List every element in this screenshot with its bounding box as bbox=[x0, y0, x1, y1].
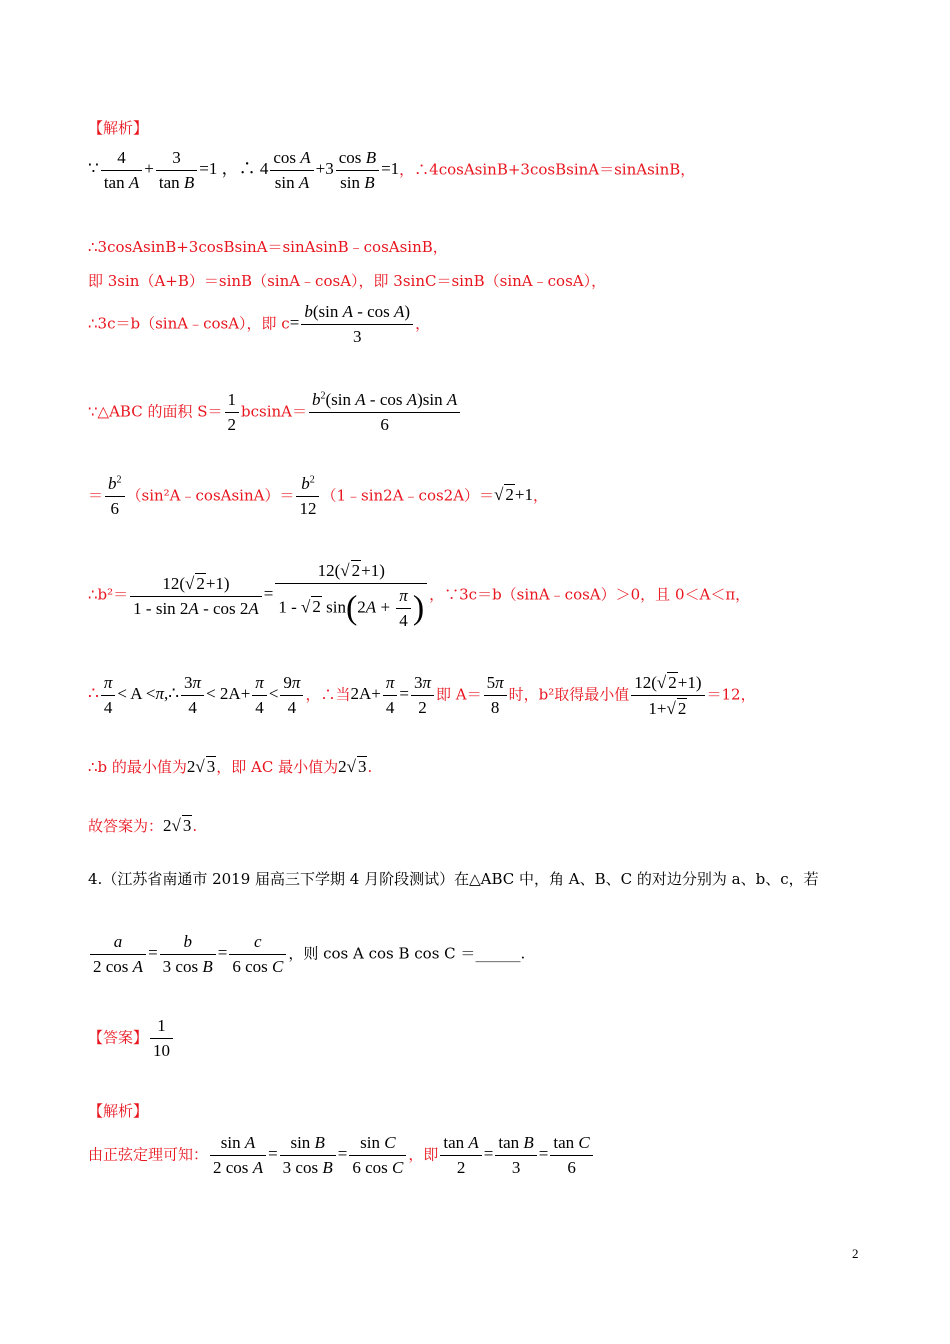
solution-line-4-text: ∴3c＝b（sinA﹣cosA），即 c bbox=[88, 314, 290, 333]
solution-line-8-when: ，∴当 bbox=[305, 685, 351, 704]
solution-line-1: ∵ $\frac{4}{\text{tan A}}$ + $\frac{3}{\text{tan B}}$ =1 ，∴ 4 $\frac{\text{cos A}}{\text{sin A}}$ +3 $\frac{\text{cos B}}{\text{sin B}}$ =1，∴4cosAsinB+3cosBsinA＝sinAsinB， bbox=[88, 148, 696, 192]
sine-rule-text: 由正弦定理可知： bbox=[88, 1145, 209, 1164]
solution-line-9: ∴b 的最小值为2√ 3，即 AC 最小值为2√ 3. bbox=[88, 757, 373, 776]
solution-line-8: ∴ $\frac{\pi}{4}$ < A <π,∴ $\frac{3\pi}{4}$ < 2A+ $\frac{\pi}{4}$ < $\frac{9\pi}{4}$ ，∴当2A+ $\frac{\pi}{4}$ = $\frac{3\pi}{2}$ 即 A＝ $\frac{5\pi}{8}$ 时，b²取得最小值 $\frac{12(√ 2+1)}{1+√ 2}$ ＝12， bbox=[88, 673, 756, 718]
ji-text: ，即 bbox=[408, 1145, 439, 1164]
answer-line-label: 故答案为： bbox=[88, 817, 164, 835]
question-then: ，则 cos A cos B cos C ＝ bbox=[288, 944, 476, 963]
solution-line-6b: （1﹣sin2A﹣cos2A）＝ bbox=[321, 486, 495, 505]
solution-line-7-tail: ，∵3c＝b（sinA﹣cosA）＞0，且 0＜A＜π， bbox=[429, 585, 751, 604]
answer-blank: ______ bbox=[475, 944, 521, 963]
question-4-stem bbox=[88, 868, 819, 889]
analysis-label-2: 【解析】 bbox=[88, 1102, 149, 1120]
question-4-answer bbox=[88, 1016, 175, 1061]
answer-label: 【答案】 bbox=[88, 1028, 149, 1047]
question-4-condition: $\frac{a}{\text{2 cos A}}$ = $\frac{b}{\text{3 cos B}}$ = $\frac{c}{\text{6 cos C}}$ ，则 cos A cos B cos C ＝______. bbox=[88, 932, 525, 977]
answer-numerator: 1 bbox=[150, 1016, 173, 1039]
solution-line-9b: ，即 AC 最小值为 bbox=[216, 758, 339, 776]
solution-line-6a: （sin²A﹣cosAsinA）＝ bbox=[126, 486, 295, 505]
solution-line-8-ji: 即 A＝ bbox=[435, 685, 482, 704]
analysis-label: 【解析】 bbox=[88, 119, 149, 137]
solution-line-3: 即 3sin（A+B）＝sinB（sinA﹣cosA），即 3sinC＝sinB（sinA﹣cosA）， bbox=[88, 272, 607, 290]
page-number: 2 bbox=[852, 1246, 859, 1261]
solution-line-4: ∴3c＝b（sinA﹣cosA），即 c= $\frac{\text{b(sin A - cos A)}}{3}$ ， bbox=[88, 302, 431, 346]
solution-line-6: ＝ $\frac{b^2}{6}$ （sin²A﹣cosAsinA）＝ $\frac{b^2}{12}$ （1﹣sin2A﹣cos2A）＝√ 2+1， bbox=[88, 474, 549, 518]
solution-line-5-text: ∵△ABC 的面积 S＝ bbox=[88, 402, 223, 421]
solution-line-7: ∴b²＝ $\frac{12(√ 2+1)}{1 - \sin 2A - \cos 2A}$ = 12(√ 2+1) 1 - √ 2 sin(2A + $\frac{\pi}{4}$ ) ，∵3c＝b（sinA﹣cosA）＞0，且 0＜A＜π， bbox=[88, 561, 751, 630]
solution-line-9a: ∴b 的最小值为 bbox=[88, 758, 187, 776]
question-4-analysis: 由正弦定理可知： $\frac{\text{sin A}}{\text{2 cos A}}$ = $\frac{\text{sin B}}{\text{3 cos B}}$ = $\frac{\text{sin C}}{\text{6 cos C}}$ ，即 $\frac{\text{tan A}}{2}$ = $\frac{\text{tan B}}{3}$ = $\frac{\text{tan C}}{6}$ bbox=[88, 1133, 595, 1178]
solution-line-5: ∵△ABC 的面积 S＝ $\frac{1}{2}$ bcsinA＝ $\frac{b^2(\sin A - \cos A)\sin A}{6}$ bbox=[88, 390, 462, 435]
question-number: 4. bbox=[88, 870, 103, 888]
solution-line-7-text: ∴b²＝ bbox=[88, 585, 129, 604]
answer-denominator: 10 bbox=[153, 1041, 171, 1060]
answer-line: 故答案为：2√ 3. bbox=[88, 816, 198, 835]
solution-line-8-end: ＝12， bbox=[706, 685, 756, 704]
solution-line-8-shi: 时，b²取得最小值 bbox=[508, 685, 630, 704]
question-source: （江苏省南通市 2019 届高三下学期 4 月阶段测试） bbox=[102, 870, 455, 888]
solution-line-5-mid: bcsinA＝ bbox=[241, 402, 308, 421]
question-text: 在△ABC 中，角 A、B、C 的对边分别为 a、b、c，若 bbox=[454, 870, 819, 888]
solution-line-2: ∴3cosAsinB+3cosBsinA＝sinAsinB﹣cosAsinB， bbox=[88, 238, 448, 256]
solution-line-1-tail: ，∴4cosAsinB+3cosBsinA＝sinAsinB， bbox=[399, 160, 696, 179]
